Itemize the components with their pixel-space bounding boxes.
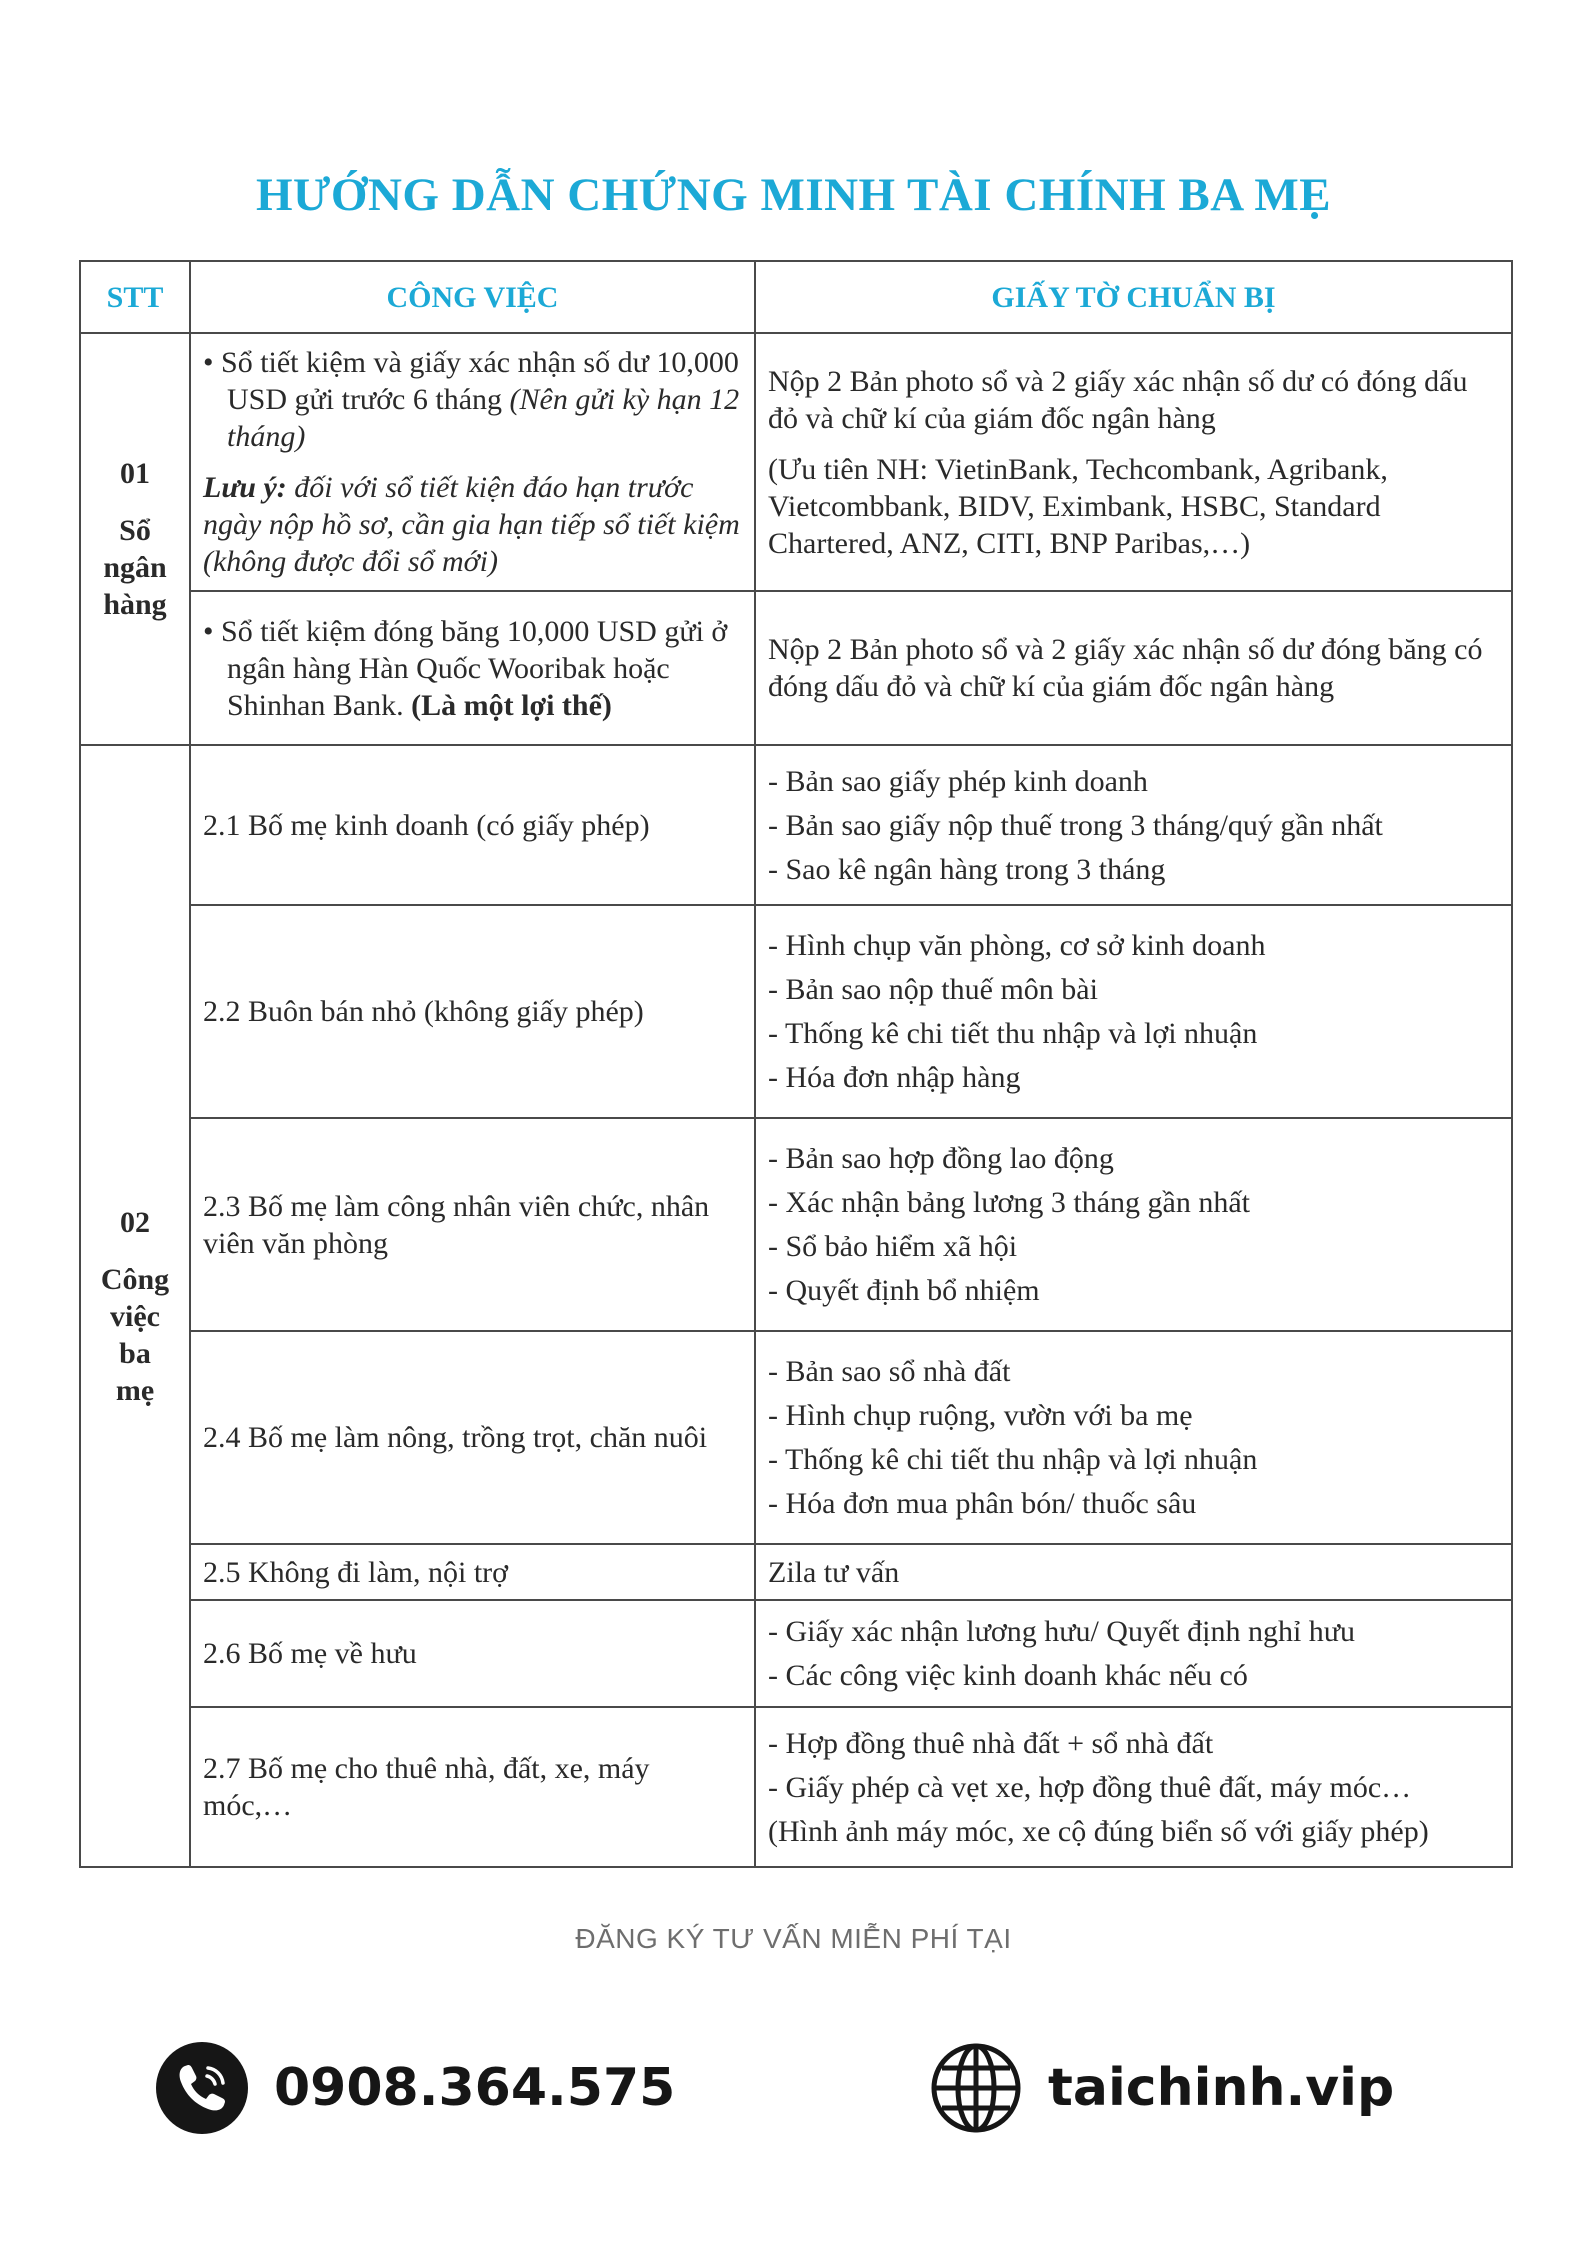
docs-cell: - Hợp đồng thuê nhà đất + sổ nhà đất - Giấy phép cà vẹt xe, hợp đồng thuê đất, máy móc… (Hình ảnh máy móc, xe cộ đúng biển số với giấy phép) bbox=[755, 1707, 1512, 1867]
section-2-number: 02 bbox=[120, 1205, 150, 1239]
section-1-label: Sổ ngân hàng bbox=[103, 514, 167, 621]
website-url: taichinh.vip bbox=[1048, 2058, 1395, 2118]
task-cell: 2.2 Buôn bán nhỏ (không giấy phép) bbox=[190, 905, 755, 1118]
task-cell: 2.1 Bố mẹ kinh doanh (có giấy phép) bbox=[190, 745, 755, 905]
docs-cell: - Hình chụp văn phòng, cơ sở kinh doanh - Bản sao nộp thuế môn bài - Thống kê chi tiết thu nhập và lợi nhuận - Hóa đơn nhập hàng bbox=[755, 905, 1512, 1118]
task-cell: 2.6 Bố mẹ về hưu bbox=[190, 1600, 755, 1707]
task-cell: 2.5 Không đi làm, nội trợ bbox=[190, 1544, 755, 1600]
table-row bbox=[80, 905, 1512, 1118]
table-row bbox=[80, 745, 1512, 905]
task-cell: 2.7 Bố mẹ cho thuê nhà, đất, xe, máy móc,… bbox=[190, 1707, 755, 1867]
task-cell: 2.3 Bố mẹ làm công nhân viên chức, nhân viên văn phòng bbox=[190, 1118, 755, 1331]
section-1-stt bbox=[80, 333, 190, 745]
table-row bbox=[80, 1544, 1512, 1600]
guide-table bbox=[79, 260, 1513, 1868]
header-task: CÔNG VIỆC bbox=[190, 261, 755, 333]
section-1-row-2-docs bbox=[755, 591, 1512, 745]
list-item: • Sổ tiết kiệm đóng băng 10,000 USD gửi ở ngân hàng Hàn Quốc Wooribak hoặc Shinhan Bank. (Là một lợi thế) bbox=[203, 614, 728, 722]
bank-list: (Ưu tiên NH: VietinBank, Techcombank, Agribank, Vietcombbank, BIDV, Eximbank, HSBC, Standard Chartered, ANZ, CITI, BNP Paribas,…) bbox=[768, 452, 1388, 560]
docs-text: Nộp 2 Bản photo sổ và 2 giấy xác nhận số dư có đóng dấu đỏ và chữ kí của giám đốc ngân hàng bbox=[768, 364, 1468, 435]
table-row bbox=[80, 1331, 1512, 1544]
docs-cell: - Bản sao hợp đồng lao động - Xác nhận bảng lương 3 tháng gần nhất - Sổ bảo hiểm xã hội - Quyết định bổ nhiệm bbox=[755, 1118, 1512, 1331]
table-row bbox=[80, 1707, 1512, 1867]
section-1-row-1-docs bbox=[755, 333, 1512, 591]
phone-icon bbox=[156, 2042, 248, 2134]
table-row bbox=[80, 333, 1512, 591]
list-item: • Sổ tiết kiệm và giấy xác nhận số dư 10,000 USD gửi trước 6 tháng (Nên gửi kỳ hạn 12 tháng) bbox=[203, 346, 740, 453]
docs-cell: Zila tư vấn bbox=[755, 1544, 1512, 1600]
task-cell: 2.4 Bố mẹ làm nông, trồng trọt, chăn nuôi bbox=[190, 1331, 755, 1544]
header-docs: GIẤY TỜ CHUẨN BỊ bbox=[755, 261, 1512, 333]
page-title: HƯỚNG DẪN CHỨNG MINH TÀI CHÍNH BA MẸ bbox=[255, 169, 1332, 221]
docs-cell: - Bản sao sổ nhà đất - Hình chụp ruộng, vườn với ba mẹ - Thống kê chi tiết thu nhập và lợi nhuận - Hóa đơn mua phân bón/ thuốc sâu bbox=[755, 1331, 1512, 1544]
globe-icon bbox=[930, 2042, 1022, 2134]
table-row bbox=[80, 591, 1512, 745]
section-1-row-1-task bbox=[190, 333, 755, 591]
section-1-number: 01 bbox=[120, 457, 150, 490]
section-2-label: Công việc ba mẹ bbox=[100, 1262, 170, 1407]
header-stt: STT bbox=[80, 261, 190, 333]
contact-phone[interactable] bbox=[156, 2040, 675, 2136]
phone-number: 0908.364.575 bbox=[274, 2058, 676, 2118]
note: Lưu ý: đối với sổ tiết kiện đáo hạn trước ngày nộp hồ sơ, cần gia hạn tiếp sổ tiết kiệm (không được đổi sổ mới) bbox=[203, 471, 740, 578]
section-2-stt bbox=[80, 745, 190, 1867]
section-1-row-2-task bbox=[190, 591, 755, 745]
table-row bbox=[80, 1600, 1512, 1707]
contact-website[interactable] bbox=[930, 2040, 1394, 2136]
table-header-row bbox=[80, 261, 1512, 333]
footer-note: ĐĂNG KÝ TƯ VẤN MIỄN PHÍ TẠI bbox=[575, 1923, 1012, 1954]
docs-cell: - Bản sao giấy phép kinh doanh - Bản sao giấy nộp thuế trong 3 tháng/quý gần nhất - Sao kê ngân hàng trong 3 tháng bbox=[755, 745, 1512, 905]
table-row bbox=[80, 1118, 1512, 1331]
docs-text: Nộp 2 Bản photo sổ và 2 giấy xác nhận số dư đóng băng có đóng dấu đỏ và chữ kí của giám đốc ngân hàng bbox=[768, 633, 1483, 703]
docs-cell: - Giấy xác nhận lương hưu/ Quyết định nghỉ hưu - Các công việc kinh doanh khác nếu có bbox=[755, 1600, 1512, 1707]
